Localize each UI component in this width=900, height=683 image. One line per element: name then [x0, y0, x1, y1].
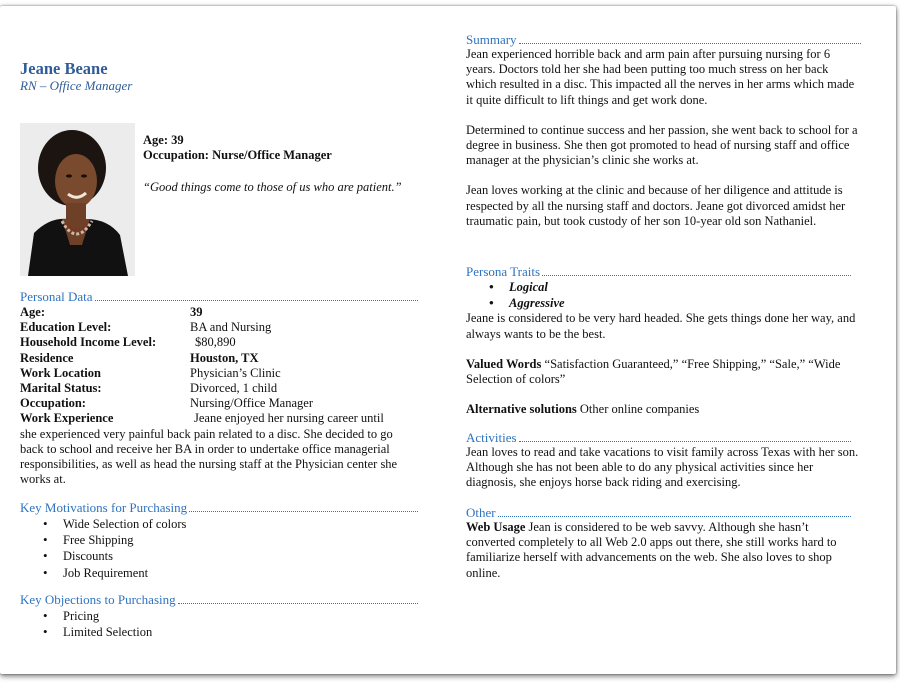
- persona-quote: “Good things come to those of us who are patient.”: [143, 180, 402, 194]
- section-heading-summary: [466, 32, 861, 47]
- personal-data-section: [20, 289, 418, 487]
- data-row-income: [20, 335, 418, 350]
- alternative-solutions: [466, 402, 861, 417]
- list-item: • Wide Selection of colors: [63, 516, 418, 532]
- row-key: Residence: [20, 350, 74, 365]
- occupation-label: Occupation:: [143, 148, 209, 162]
- portrait-image: [20, 123, 135, 276]
- section-heading-motivations: [20, 500, 418, 515]
- row-value: 39: [190, 305, 203, 319]
- heading-text: Key Objections to Purchasing: [20, 592, 176, 607]
- list-item: • Logical: [509, 279, 861, 295]
- summary-paragraph-1: Jean experienced horrible back and arm pain after pursuing nursing for 6 years. Doctors told her she had been putting too much stress on her back which resulted in a disc. This impacted all the nerves in her arms which made it quite difficult to lift things and get work done.: [466, 47, 855, 107]
- objections-section: [20, 592, 418, 640]
- age-value: 39: [171, 133, 184, 147]
- row-key: Marital Status:: [20, 381, 102, 396]
- activities-section: [466, 430, 861, 491]
- activities-text: Jean loves to read and take vacations to visit family across Texas with her son. Although she has not been able to do any physical activities since her diagnosis, she enjoys horse back riding and exercising.: [466, 445, 859, 490]
- summary-paragraph-3: Jean loves working at the clinic and because of her diligence and attitude is respected by all the nursing staff and doctors. Jeane got divorced amidst her traumatic pain, but took custody of her son 10-year old son Nathaniel.: [466, 183, 846, 228]
- section-heading-activities: [466, 430, 851, 445]
- alternative-solutions-text: Other online companies: [579, 402, 700, 417]
- data-row-age: [20, 305, 418, 320]
- web-usage-text: Jean is considered to be web savvy. Although she hasn’t converted completely to all Web 2.0 apps out there, she still works hard to familiarize herself with advancements on the web. She also loves to shop online.: [466, 520, 837, 580]
- web-usage: [466, 520, 861, 581]
- alternative-solutions-label: Alternative solutions: [466, 402, 577, 417]
- list-item: • Aggressive: [509, 295, 861, 311]
- row-key: Work Location: [20, 365, 101, 380]
- age-label: Age:: [143, 133, 168, 147]
- persona-name: Jeane Beane: [20, 59, 108, 78]
- row-value: Physician’s Clinic: [190, 365, 281, 380]
- list-item: • Discounts: [63, 548, 418, 564]
- heading-text: Personal Data: [20, 289, 93, 304]
- occupation-value: Nurse/Office Manager: [212, 148, 332, 162]
- row-value: Houston, TX: [190, 350, 259, 365]
- persona-bio: [143, 133, 332, 163]
- list-item: • Pricing: [63, 608, 418, 624]
- traits-section: [466, 264, 861, 417]
- row-value: Jeane enjoyed her nursing career until: [194, 411, 384, 426]
- objections-list: [20, 608, 418, 640]
- row-key: Work Experience: [20, 411, 114, 426]
- data-row-education: [20, 320, 418, 335]
- persona-photo: [20, 123, 135, 276]
- valued-words-label: Valued Words: [466, 356, 542, 371]
- motivations-section: [20, 500, 418, 581]
- row-value: Divorced, 1 child: [190, 381, 278, 396]
- list-item: • Free Shipping: [63, 532, 418, 548]
- list-item: • Limited Selection: [63, 624, 418, 640]
- section-heading-objections: [20, 592, 418, 607]
- motivations-list: [20, 516, 418, 581]
- heading-text: Key Motivations for Purchasing: [20, 500, 188, 515]
- section-heading-traits: [466, 264, 851, 279]
- row-key: Occupation:: [20, 396, 86, 411]
- summary-paragraph-2: Determined to continue success and her passion, she went back to school for a degree in business. She then got promoted to head of nursing staff and office manager at the physician’s clinic she works at.: [466, 122, 858, 168]
- data-row-work-experience: [20, 411, 418, 426]
- section-heading-other: [466, 505, 851, 520]
- row-key: Education Level:: [20, 320, 112, 335]
- data-row-occupation: [20, 396, 418, 411]
- data-row-work-location: [20, 366, 418, 381]
- section-heading-personal-data: [20, 289, 418, 304]
- traits-list: [466, 279, 861, 311]
- heading-text: Other: [466, 505, 496, 520]
- heading-text: Persona Traits: [466, 264, 541, 279]
- list-item: • Job Requirement: [63, 565, 418, 581]
- row-value: $80,890: [195, 335, 236, 350]
- valued-words: [466, 357, 861, 387]
- traits-text: Jeane is considered to be very hard headed. She gets things done her way, and always wants to be the best.: [466, 311, 856, 341]
- summary-section: [466, 32, 861, 229]
- web-usage-label: Web Usage: [466, 520, 526, 534]
- heading-text: Summary: [466, 32, 517, 47]
- row-value: Nursing/Office Manager: [190, 396, 313, 411]
- heading-text: Activities: [466, 430, 517, 445]
- row-key: Household Income Level:: [20, 335, 157, 350]
- work-experience-text: she experienced very painful back pain related to a disc. She decided to go back to school and receive her BA in order to undertake office managerial responsibilities, as well as head the nursing staff at the Physician center she works at.: [20, 426, 398, 487]
- data-row-residence: [20, 351, 418, 366]
- row-value: BA and Nursing: [190, 320, 272, 335]
- data-row-marital-status: [20, 381, 418, 396]
- other-section: [466, 505, 861, 581]
- persona-document: [0, 6, 896, 674]
- row-key: Age:: [20, 305, 45, 319]
- personal-data-table: [20, 305, 418, 487]
- valued-words-text: “Satisfaction Guaranteed,” “Free Shipping,” “Sale,” “Wide Selection of colors”: [466, 356, 841, 387]
- persona-role: RN – Office Manager: [20, 78, 133, 93]
